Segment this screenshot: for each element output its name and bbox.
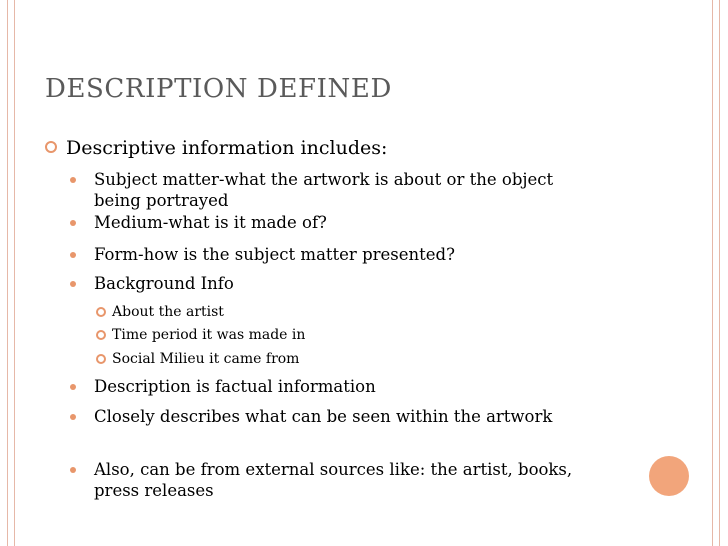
ring-bullet-icon: [96, 330, 106, 340]
dot-bullet-icon: [70, 281, 76, 287]
sub-bullet-item: [96, 326, 305, 344]
bullet-text: Medium-what is it made of?: [94, 213, 327, 232]
bullet-text: Form-how is the subject matter presented?: [94, 245, 455, 264]
sub-bullet-text: Time period it was made in: [112, 327, 306, 343]
sub-bullet-text: About the artist: [112, 304, 224, 320]
bullet-item: [70, 244, 594, 265]
right-border-line: [719, 0, 720, 546]
dot-bullet-icon: [70, 220, 76, 226]
bullet-item: [70, 169, 594, 211]
dot-bullet-icon: [70, 467, 76, 473]
bullet-item: [70, 212, 594, 233]
dot-bullet-icon: [70, 252, 76, 258]
ring-bullet-icon: [96, 307, 106, 317]
bullet-text: Also, can be from external sources like: the artist, books, press releases: [94, 460, 573, 500]
dot-bullet-icon: [70, 414, 76, 420]
bullet-item: [70, 406, 564, 427]
sub-bullet-item: [96, 350, 299, 368]
right-border-line: [712, 0, 713, 546]
level1-item: [45, 137, 387, 159]
left-border-line: [14, 0, 15, 546]
bullet-text: Background Info: [94, 274, 234, 293]
sub-bullet-text: Social Milieu it came from: [112, 351, 300, 367]
level1-text: Descriptive information includes:: [66, 137, 388, 159]
dot-bullet-icon: [70, 384, 76, 390]
sub-bullet-item: [96, 303, 224, 321]
bullet-text: Subject matter-what the artwork is about or the object being portrayed: [94, 170, 554, 210]
bullet-item: [70, 273, 594, 294]
bullet-text: Closely describes what can be seen within the artwork: [94, 407, 553, 426]
ring-bullet-icon: [96, 354, 106, 364]
dot-bullet-icon: [70, 177, 76, 183]
bullet-item: [70, 376, 594, 397]
bullet-text: Description is factual information: [94, 377, 376, 396]
decorative-circle: [649, 456, 689, 496]
ring-bullet-icon: [45, 141, 57, 153]
left-border-line: [7, 0, 8, 546]
bullet-item: [70, 459, 594, 501]
slide-title: DESCRIPTION DEFINED: [45, 74, 392, 104]
